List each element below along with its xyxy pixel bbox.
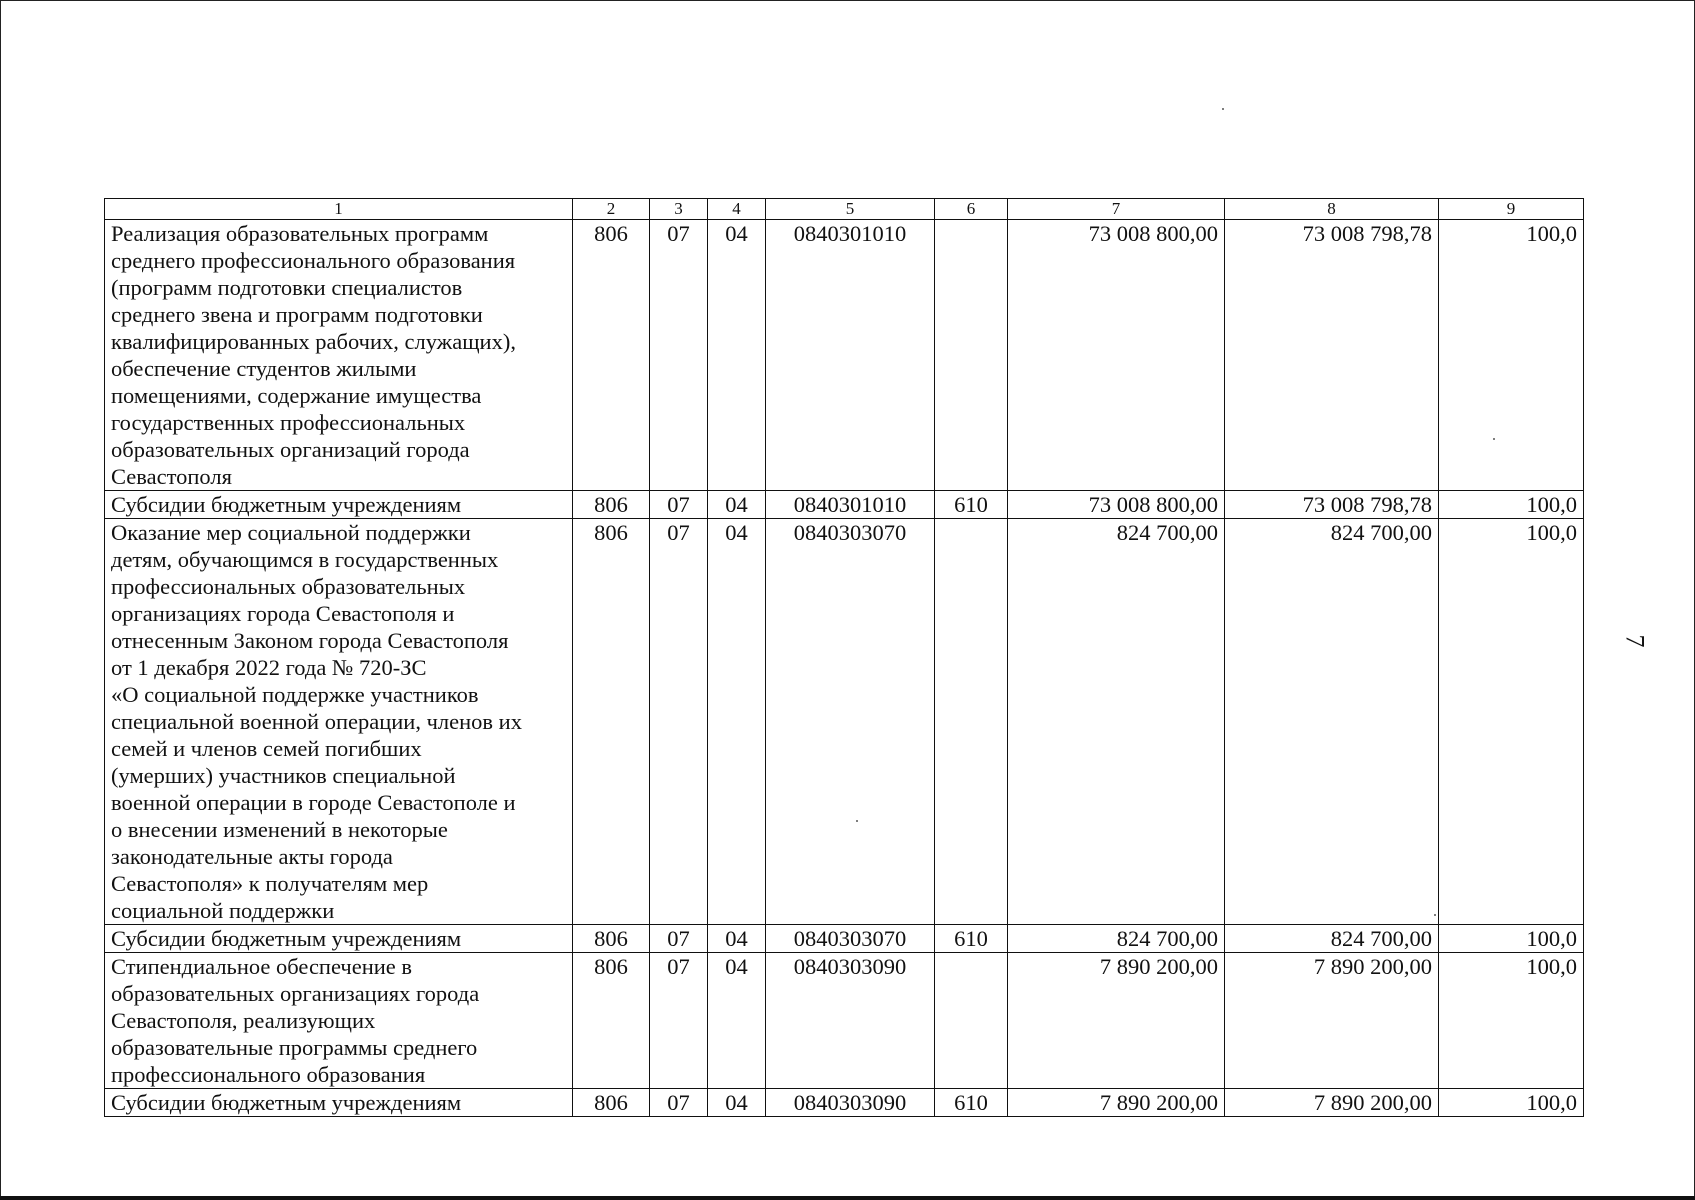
planned-amount-cell: 824 700,00 [1008,519,1225,925]
table-row [105,1089,1584,1117]
expense-name-cell: Субсидии бюджетным учреждениям [105,491,573,519]
subsection-code-cell: 04 [708,1089,766,1117]
target-article-cell: 0840303090 [766,953,935,1089]
expense-name-cell: Стипендиальное обеспечение в образовательных организациях города Севастополя, реализующих образовательные программы среднего профессионального образования [105,953,573,1089]
target-article-cell: 0840301010 [766,220,935,491]
executed-amount-cell: 7 890 200,00 [1225,1089,1439,1117]
table-row [105,953,1584,1089]
table-row [105,519,1584,925]
column-header: 1 [105,199,573,220]
department-code-cell: 806 [573,220,650,491]
executed-amount-cell: 73 008 798,78 [1225,220,1439,491]
department-code-cell: 806 [573,1089,650,1117]
subsection-code-cell: 04 [708,491,766,519]
table-header-row [105,199,1584,220]
execution-percent-cell: 100,0 [1439,925,1584,953]
subsection-code-cell: 04 [708,925,766,953]
expense-name-cell: Реализация образовательных программ среднего профессионального образования (программ подготовки специалистов среднего звена и программ подготовки квалифицированных рабочих, служащих), обеспечение студентов жилыми помещениями, содержание имущества государственных профессиональных образовательных организаций города Севастополя [105,220,573,491]
planned-amount-cell: 7 890 200,00 [1008,1089,1225,1117]
section-code-cell: 07 [650,953,708,1089]
column-header: 8 [1225,199,1439,220]
expense-type-cell: 610 [935,1089,1008,1117]
department-code-cell: 806 [573,925,650,953]
execution-percent-cell: 100,0 [1439,953,1584,1089]
column-header: 7 [1008,199,1225,220]
table-row [105,491,1584,519]
section-code-cell: 07 [650,220,708,491]
target-article-cell: 0840303090 [766,1089,935,1117]
expense-name-cell: Оказание мер социальной поддержки детям, обучающимся в государственных профессиональных образовательных организациях города Севастополя и отнесенным Законом города Севастополя от 1 декабря 2022 года № 720-ЗС «О социальной поддержке участников специальной военной операции, членов их семей и членов семей погибших (умерших) участников специальной военной операции в городе Севастополе и о внесении изменений в некоторые законодательные акты города Севастополя» к получателям мер социальной поддержки [105,519,573,925]
execution-percent-cell: 100,0 [1439,1089,1584,1117]
section-code-cell: 07 [650,491,708,519]
expense-type-cell: 610 [935,925,1008,953]
column-header: 9 [1439,199,1584,220]
planned-amount-cell: 73 008 800,00 [1008,220,1225,491]
expense-type-cell [935,519,1008,925]
department-code-cell: 806 [573,953,650,1089]
column-header: 2 [573,199,650,220]
column-header: 3 [650,199,708,220]
department-code-cell: 806 [573,519,650,925]
department-code-cell: 806 [573,491,650,519]
section-code-cell: 07 [650,519,708,925]
target-article-cell: 0840301010 [766,491,935,519]
execution-percent-cell: 100,0 [1439,519,1584,925]
planned-amount-cell: 824 700,00 [1008,925,1225,953]
table-row [105,925,1584,953]
section-code-cell: 07 [650,925,708,953]
executed-amount-cell: 73 008 798,78 [1225,491,1439,519]
expense-type-cell: 610 [935,491,1008,519]
planned-amount-cell: 7 890 200,00 [1008,953,1225,1089]
planned-amount-cell: 73 008 800,00 [1008,491,1225,519]
section-code-cell: 07 [650,1089,708,1117]
subsection-code-cell: 04 [708,519,766,925]
executed-amount-cell: 824 700,00 [1225,519,1439,925]
subsection-code-cell: 04 [708,220,766,491]
column-header: 5 [766,199,935,220]
executed-amount-cell: 824 700,00 [1225,925,1439,953]
expense-type-cell [935,220,1008,491]
scan-speck [1222,108,1224,110]
expense-name-cell: Субсидии бюджетным учреждениям [105,1089,573,1117]
executed-amount-cell: 7 890 200,00 [1225,953,1439,1089]
budget-execution-table [104,198,1584,1117]
table-row [105,220,1584,491]
execution-percent-cell: 100,0 [1439,220,1584,491]
execution-percent-cell: 100,0 [1439,491,1584,519]
column-header: 6 [935,199,1008,220]
target-article-cell: 0840303070 [766,519,935,925]
target-article-cell: 0840303070 [766,925,935,953]
column-header: 4 [708,199,766,220]
subsection-code-cell: 04 [708,953,766,1089]
scan-edge-strip [0,1196,1695,1200]
page-number: 7 [1620,634,1650,648]
expense-type-cell [935,953,1008,1089]
expense-name-cell: Субсидии бюджетным учреждениям [105,925,573,953]
